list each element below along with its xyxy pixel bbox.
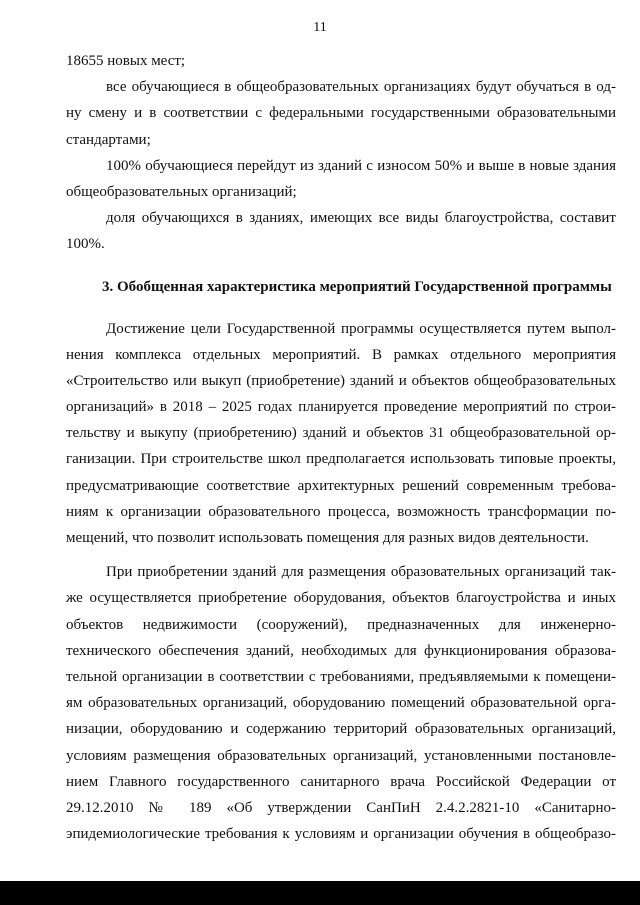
list-item-line: ну смену и в соответствии с федеральными государственными образовательными bbox=[66, 105, 616, 122]
paragraph bbox=[66, 316, 616, 552]
paragraph-line: же осуществляется приобретение оборудования, объектов благоустройства и иных bbox=[66, 590, 616, 607]
page-number: 11 bbox=[313, 20, 327, 35]
paragraph-line: объектов недвижимости (сооружений), предназначенных для инженерно- bbox=[66, 616, 616, 633]
paragraph-line: низации, оборудованию и содержанию территорий образовательных организаций, bbox=[66, 721, 616, 738]
paragraph-line: технического обеспечения зданий, необходимых для функционирования образова- bbox=[66, 642, 616, 659]
list-item bbox=[66, 205, 616, 257]
section-heading: 3. Обобщенная характеристика мероприятий Государственной программы bbox=[102, 278, 612, 295]
list-item-line: 100%. bbox=[66, 236, 105, 253]
list-item-line: стандартами; bbox=[66, 131, 151, 148]
list-item-line: 100% обучающиеся перейдут из зданий с износом 50% и выше в новые здания bbox=[106, 157, 616, 174]
paragraph-line: ганизации. При строительстве школ предполагается использовать типовые проекты, bbox=[66, 451, 616, 468]
list-item bbox=[66, 153, 616, 205]
paragraph-line: организаций» в 2018 – 2025 годах планируется проведение мероприятий по строи- bbox=[66, 399, 616, 416]
paragraph-line: тельной организации в соответствии с требованиями, предъявляемыми к помещени- bbox=[66, 668, 616, 685]
paragraph-line: условиям размещения образовательных организаций, установленными постановле- bbox=[66, 747, 616, 764]
paragraph-line: эпидемиологические требования к условиям и организации обучения в общеобразо- bbox=[66, 826, 616, 843]
paragraph-line: При приобретении зданий для размещения образовательных организаций так- bbox=[106, 564, 616, 581]
scan-bottom-edge bbox=[0, 881, 640, 905]
list-item bbox=[66, 74, 616, 153]
paragraph-spacer bbox=[66, 551, 616, 559]
paragraph-line: 29.12.2010 № 189 «Об утверждении СанПиН 2.4.2.2821-10 «Санитарно- bbox=[66, 799, 616, 816]
list-item-line: все обучающиеся в общеобразовательных организациях будут обучаться в од- bbox=[106, 79, 616, 96]
list-item-line: доля обучающихся в зданиях, имеющих все виды благоустройства, составит bbox=[106, 210, 616, 227]
list-item-line: общеобразовательных организаций; bbox=[66, 183, 297, 200]
paragraph-line: ниям к организации образовательного процесса, возможность трансформации по- bbox=[66, 503, 616, 520]
paragraph-line: нием Главного государственного санитарного врача Российской Федерации от bbox=[66, 773, 616, 790]
paragraph-line: предусматривающие соответствие архитектурных решений современным требова- bbox=[66, 477, 616, 494]
list-item bbox=[66, 48, 616, 74]
document-body bbox=[66, 48, 616, 847]
paragraph bbox=[66, 559, 616, 847]
paragraph-line: «Строительство или выкуп (приобретение) зданий и объектов общеобразовательных bbox=[66, 372, 616, 389]
paragraph-line: нения комплекса отдельных мероприятий. В рамках отдельного мероприятия bbox=[66, 346, 616, 363]
list-item-line: 18655 новых мест; bbox=[66, 53, 186, 69]
paragraph-line: мещений, что позволит использовать помещения для разных видов деятельности. bbox=[66, 530, 589, 546]
paragraph-line: ям образовательных организаций, оборудованию помещений образовательной орга- bbox=[66, 695, 616, 712]
paragraph-line: Достижение цели Государственной программы осуществляется путем выпол- bbox=[106, 320, 616, 337]
paragraph-line: тельству и выкупу (приобретению) зданий и объектов 31 общеобразовательной ор- bbox=[66, 425, 616, 442]
